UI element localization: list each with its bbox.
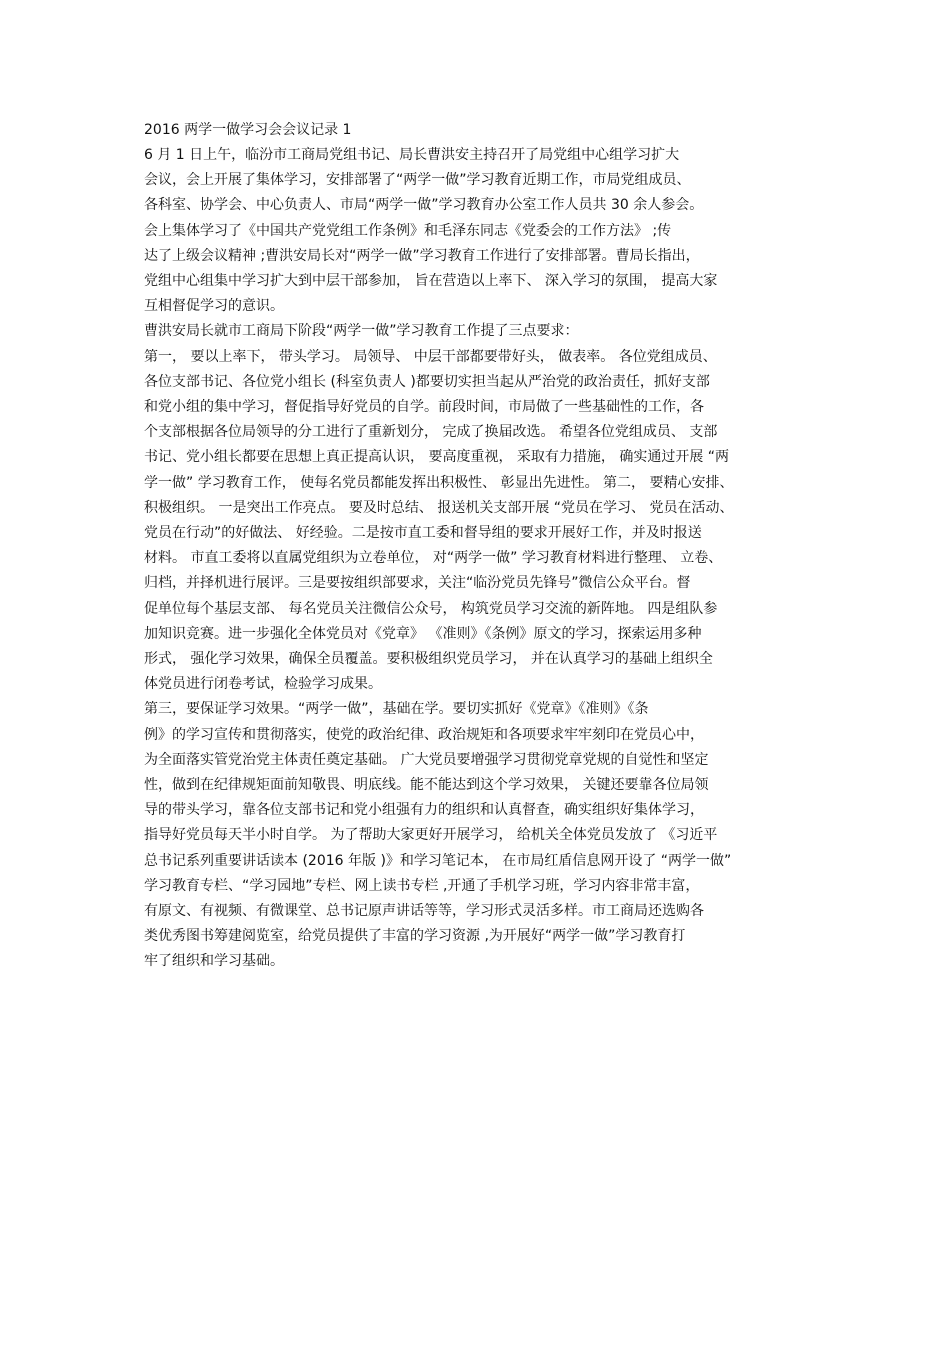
body-line: 和党小组的集中学习，督促指导好党员的自学。前段时间，市局做了一些基础性的工作，各 <box>144 399 704 415</box>
body-line: 党员在行动”的好做法、 好经验。二是按市直工委和督导组的要求开展好工作，并及时报送 <box>144 525 702 541</box>
body-line: 互相督促学习的意识。 <box>144 298 284 315</box>
body-line: 促单位每个基层支部、 每名党员关注微信公众号， 构筑党员学习交流的新阵地。 四是组队参 <box>144 600 718 617</box>
body-line: 总书记系列重要讲话读本 (2016 年版 )》和学习笔记本， 在市局红盾信息网开设了 “两学一做” <box>144 852 732 869</box>
body-line: 例》的学习宣传和贯彻落实，使党的政治纪律、政治规矩和各项要求牢牢刻印在党员心中， <box>144 726 704 743</box>
body-line: 积极组织。 一是突出工作亮点。 要及时总结、 报送机关支部开展 “党员在学习、 党员在活动、 <box>144 499 734 516</box>
body-line: 类优秀图书筹建阅览室，给党员提供了丰富的学习资源 ,为开展好“两学一做”学习教育打 <box>144 928 686 945</box>
body-line: 性，做到在纪律规矩面前知敬畏、明底线。能不能达到这个学习效果， 关键还要靠各位局领 <box>144 777 709 793</box>
body-line: 体党员进行闭卷考试，检验学习成果。 <box>144 676 382 693</box>
body-line: 书记、党小组长都要在思想上真正提高认识， 要高度重视， 采取有力措施， 确实通过开展 “两 <box>144 449 730 466</box>
body-line: 学一做” 学习教育工作， 使每名党员都能发挥出积极性、 彰显出先进性。 第二， 要精心安排、 <box>144 474 734 491</box>
body-line: 牢了组织和学习基础。 <box>144 953 284 970</box>
body-line: 指导好党员每天半小时自学。 为了帮助大家更好开展学习， 给机关全体党员发放了 《习近平 <box>144 827 718 844</box>
body-line: 导的带头学习，靠各位支部书记和党小组强有力的组织和认真督查，确实组织好集体学习， <box>144 802 704 819</box>
body-line: 第三，要保证学习效果。“两学一做”，基础在学。要切实抓好《党章》《准则》《条 <box>144 701 649 718</box>
body-line: 归档，并择机进行展评。三是要按组织部要求，关注“临汾党员先锋号”微信公众平台。督 <box>144 575 691 592</box>
body-line: 有原文、有视频、有微课堂、总书记原声讲话等等，学习形式灵活多样。市工商局还选购各 <box>144 903 704 919</box>
document-title: 2016 两学一做学习会会议记录 1 <box>144 122 352 138</box>
body-line: 各科室、协学会、中心负责人、市局“两学一做”学习教育办公室工作人员共 30 余人参会。 <box>144 197 704 214</box>
body-line: 会议，会上开展了集体学习，安排部署了“两学一做”学习教育近期工作，市局党组成员、 <box>144 172 691 189</box>
body-line: 材料。 市直工委将以直属党组织为立卷单位， 对“两学一做” 学习教育材料进行整理、 立卷、 <box>144 550 723 567</box>
body-line: 达了上级会议精神 ;曹洪安局长对“两学一做”学习教育工作进行了安排部署。曹局长指出， <box>144 247 700 264</box>
body-line: 各位支部书记、各位党小组长 (科室负责人 )都要切实担当起从严治党的政治责任，抓好支部 <box>144 373 710 390</box>
body-line: 个支部根据各位局领导的分工进行了重新划分， 完成了换届改选。 希望各位党组成员、 支部 <box>144 424 718 441</box>
body-line: 曹洪安局长就市工商局下阶段“两学一做”学习教育工作提了三点要求： <box>144 323 579 340</box>
body-line: 加知识竞赛。进一步强化全体党员对《党章》 《准则》《条例》原文的学习，探索运用多种 <box>144 625 702 642</box>
body-line: 党组中心组集中学习扩大到中层干部参加， 旨在营造以上率下、 深入学习的氛围， 提高大家 <box>144 273 718 289</box>
body-line: 第一， 要以上率下， 带头学习。 局领导、 中层干部都要带好头， 做表率。 各位党组成员、 <box>144 348 717 365</box>
body-line: 形式， 强化学习效果，确保全员覆盖。要积极组织党员学习， 并在认真学习的基础上组织全 <box>144 651 713 667</box>
body-line: 学习教育专栏、“学习园地”专栏、网上读书专栏 ,开通了手机学习班，学习内容非常丰富， <box>144 877 700 894</box>
body-line: 6 月 1 日上午，临汾市工商局党组书记、局长曹洪安主持召开了局党组中心组学习扩大 <box>144 147 680 163</box>
body-line: 为全面落实管党治党主体责任奠定基础。 广大党员要增强学习贯彻党章党规的自觉性和坚定 <box>144 751 709 768</box>
body-line: 会上集体学习了《中国共产党党组工作条例》和毛泽东同志《党委会的工作方法》 ;传 <box>144 222 672 239</box>
